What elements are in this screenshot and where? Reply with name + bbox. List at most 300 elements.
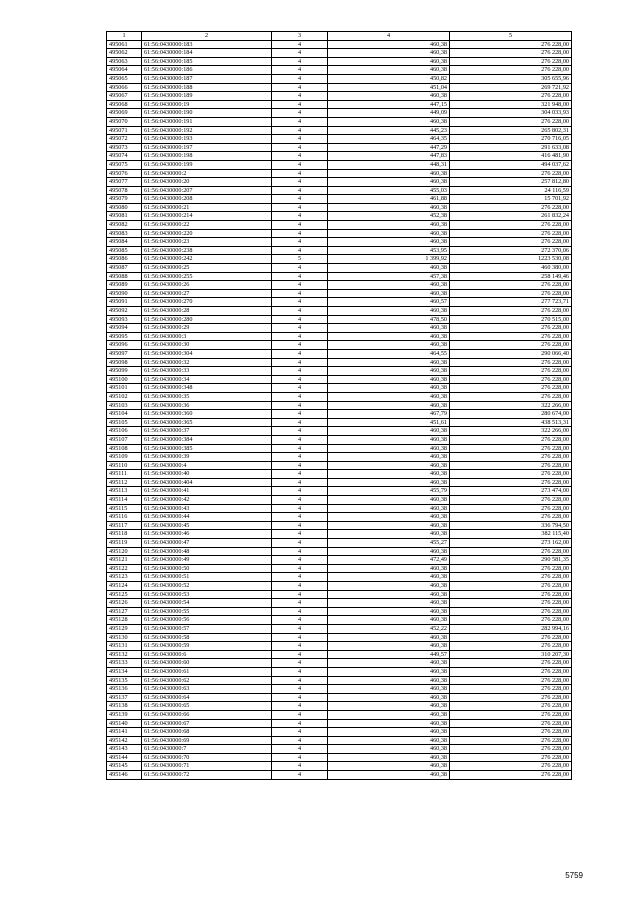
table-cell: 495082 <box>107 221 142 230</box>
table-cell: 276 228,00 <box>450 40 572 49</box>
table-row <box>107 117 572 126</box>
table-cell: 478,50 <box>328 315 450 324</box>
table-cell: 4 <box>272 530 328 539</box>
table-cell: 305 655,96 <box>450 74 572 83</box>
table-cell: 290 066,40 <box>450 349 572 358</box>
table-cell: 495067 <box>107 92 142 101</box>
table-row <box>107 539 572 548</box>
table-cell: 4 <box>272 375 328 384</box>
table-header-row <box>107 32 572 41</box>
table-cell: 4 <box>272 427 328 436</box>
table-cell: 4 <box>272 762 328 771</box>
table-cell: 460,38 <box>328 719 450 728</box>
table-cell: 495114 <box>107 496 142 505</box>
table-cell: 495073 <box>107 143 142 152</box>
table-row <box>107 728 572 737</box>
table-row <box>107 324 572 333</box>
table-cell: 290 581,35 <box>450 556 572 565</box>
table-cell: 4 <box>272 264 328 273</box>
table-cell: 455,79 <box>328 487 450 496</box>
table-cell: 495093 <box>107 315 142 324</box>
table-cell: 4 <box>272 556 328 565</box>
table-row <box>107 762 572 771</box>
table-cell: 455,03 <box>328 186 450 195</box>
table-cell: 495102 <box>107 392 142 401</box>
table-cell: 4 <box>272 667 328 676</box>
table-cell: 61:56:0430000:208 <box>142 195 272 204</box>
table-cell: 495113 <box>107 487 142 496</box>
table-cell: 272 370,06 <box>450 246 572 255</box>
table-cell: 449,09 <box>328 109 450 118</box>
table-cell: 276 228,00 <box>450 582 572 591</box>
table-row <box>107 582 572 591</box>
table-cell: 495110 <box>107 461 142 470</box>
table-cell: 61:56:0430000:304 <box>142 349 272 358</box>
table-cell: 273 162,00 <box>450 539 572 548</box>
table-cell: 495128 <box>107 616 142 625</box>
table-cell: 457,38 <box>328 272 450 281</box>
table-cell: 495070 <box>107 117 142 126</box>
table-cell: 24 116,59 <box>450 186 572 195</box>
table-cell: 261 832,24 <box>450 212 572 221</box>
table-cell: 4 <box>272 49 328 58</box>
table-cell: 276 228,00 <box>450 375 572 384</box>
table-cell: 61:56:0430000:193 <box>142 135 272 144</box>
table-cell: 276 228,00 <box>450 633 572 642</box>
table-row <box>107 49 572 58</box>
table-row <box>107 410 572 419</box>
table-cell: 1223 530,08 <box>450 255 572 264</box>
table-cell: 4 <box>272 599 328 608</box>
table-cell: 276 228,00 <box>450 392 572 401</box>
table-cell: 4 <box>272 521 328 530</box>
table-cell: 382 115,40 <box>450 530 572 539</box>
table-cell: 495137 <box>107 693 142 702</box>
table-row <box>107 624 572 633</box>
table-cell: 4 <box>272 289 328 298</box>
table-cell: 61:56:0430000:58 <box>142 633 272 642</box>
table-cell: 276 228,00 <box>450 676 572 685</box>
table-row <box>107 367 572 376</box>
table-cell: 495095 <box>107 332 142 341</box>
table-row <box>107 461 572 470</box>
table-cell: 61:56:0430000:29 <box>142 324 272 333</box>
table-cell: 276 228,00 <box>450 203 572 212</box>
table-cell: 460,38 <box>328 169 450 178</box>
table-cell: 460,38 <box>328 496 450 505</box>
table-cell: 61:56:0430000:28 <box>142 307 272 316</box>
table-cell: 460,38 <box>328 92 450 101</box>
table-cell: 4 <box>272 504 328 513</box>
table-cell: 282 994,16 <box>450 624 572 633</box>
table-cell: 4 <box>272 461 328 470</box>
table-cell: 4 <box>272 57 328 66</box>
table-cell: 495065 <box>107 74 142 83</box>
table-cell: 447,83 <box>328 152 450 161</box>
table-cell: 495143 <box>107 745 142 754</box>
table-cell: 61:56:0430000:198 <box>142 152 272 161</box>
table-cell: 4 <box>272 160 328 169</box>
table-cell: 4 <box>272 453 328 462</box>
table-row <box>107 418 572 427</box>
table-cell: 4 <box>272 401 328 410</box>
table-cell: 61:56:0430000:54 <box>142 599 272 608</box>
table-cell: 495096 <box>107 341 142 350</box>
table-cell: 460,38 <box>328 66 450 75</box>
table-cell: 4 <box>272 272 328 281</box>
table-cell: 495072 <box>107 135 142 144</box>
table-cell: 4 <box>272 539 328 548</box>
table-cell: 61:56:0430000:26 <box>142 281 272 290</box>
table-cell: 61:56:0430000:220 <box>142 229 272 238</box>
table-body <box>107 40 572 779</box>
table-cell: 460,38 <box>328 478 450 487</box>
table-cell: 495135 <box>107 676 142 685</box>
table-row <box>107 332 572 341</box>
table-cell: 276 228,00 <box>450 728 572 737</box>
table-cell: 276 228,00 <box>450 702 572 711</box>
table-cell: 460,38 <box>328 547 450 556</box>
table-cell: 460,38 <box>328 599 450 608</box>
table-cell: 61:56:0430000:270 <box>142 298 272 307</box>
table-row <box>107 616 572 625</box>
table-row <box>107 599 572 608</box>
table-cell: 4 <box>272 702 328 711</box>
table-cell: 495118 <box>107 530 142 539</box>
table-cell: 4 <box>272 341 328 350</box>
table-row <box>107 264 572 273</box>
table-cell: 61:56:0430000:2 <box>142 169 272 178</box>
table-cell: 61:56:0430000:22 <box>142 221 272 230</box>
table-row <box>107 401 572 410</box>
table-row <box>107 771 572 780</box>
table-row <box>107 521 572 530</box>
table-row <box>107 693 572 702</box>
table-cell: 460,38 <box>328 264 450 273</box>
table-cell: 61:56:0430000:55 <box>142 607 272 616</box>
table-cell: 495066 <box>107 83 142 92</box>
table-cell: 304 033,93 <box>450 109 572 118</box>
column-header: 4 <box>328 32 450 41</box>
table-cell: 258 149,46 <box>450 272 572 281</box>
table-cell: 460,38 <box>328 435 450 444</box>
table-cell: 4 <box>272 607 328 616</box>
table-row <box>107 83 572 92</box>
table-cell: 4 <box>272 728 328 737</box>
table-row <box>107 736 572 745</box>
table-cell: 280 674,00 <box>450 410 572 419</box>
table-cell: 464,35 <box>328 135 450 144</box>
table-cell: 495136 <box>107 685 142 694</box>
table-cell: 276 228,00 <box>450 736 572 745</box>
table-row <box>107 384 572 393</box>
table-cell: 495129 <box>107 624 142 633</box>
table-cell: 276 228,00 <box>450 547 572 556</box>
table-cell: 276 228,00 <box>450 504 572 513</box>
table-cell: 460,38 <box>328 470 450 479</box>
table-cell: 4 <box>272 281 328 290</box>
table-cell: 495133 <box>107 659 142 668</box>
table-cell: 460,38 <box>328 453 450 462</box>
table-cell: 4 <box>272 315 328 324</box>
table-cell: 4 <box>272 642 328 651</box>
table-cell: 61:56:0430000:3 <box>142 332 272 341</box>
table-cell: 495099 <box>107 367 142 376</box>
table-row <box>107 307 572 316</box>
table-cell: 495127 <box>107 607 142 616</box>
table-cell: 460 380,00 <box>450 264 572 273</box>
table-cell: 269 721,92 <box>450 83 572 92</box>
table-cell: 495111 <box>107 470 142 479</box>
table-row <box>107 496 572 505</box>
table-row <box>107 203 572 212</box>
table-cell: 61:56:0430000:47 <box>142 539 272 548</box>
table-cell: 495078 <box>107 186 142 195</box>
table-cell: 4 <box>272 564 328 573</box>
data-table <box>106 31 572 780</box>
table-cell: 336 794,50 <box>450 521 572 530</box>
table-cell: 449,57 <box>328 650 450 659</box>
table-cell: 276 228,00 <box>450 444 572 453</box>
table-cell: 61:56:0430000:188 <box>142 83 272 92</box>
table-cell: 276 228,00 <box>450 496 572 505</box>
table-cell: 495104 <box>107 410 142 419</box>
column-header: 3 <box>272 32 328 41</box>
table-cell: 4 <box>272 392 328 401</box>
table-cell: 495109 <box>107 453 142 462</box>
table-cell: 310 207,30 <box>450 650 572 659</box>
column-header: 5 <box>450 32 572 41</box>
table-row <box>107 289 572 298</box>
table-cell: 61:56:0430000:37 <box>142 427 272 436</box>
table-cell: 495064 <box>107 66 142 75</box>
table-cell: 61:56:0430000:40 <box>142 470 272 479</box>
table-cell: 61:56:0430000:32 <box>142 358 272 367</box>
table-cell: 276 228,00 <box>450 607 572 616</box>
table-row <box>107 513 572 522</box>
table-cell: 495092 <box>107 307 142 316</box>
table-cell: 495132 <box>107 650 142 659</box>
table-cell: 61:56:0430000:52 <box>142 582 272 591</box>
table-cell: 4 <box>272 624 328 633</box>
table-cell: 5 <box>272 255 328 264</box>
table-cell: 445,23 <box>328 126 450 135</box>
table-row <box>107 719 572 728</box>
column-header: 1 <box>107 32 142 41</box>
table-cell: 61:56:0430000:238 <box>142 246 272 255</box>
table-cell: 61:56:0430000:35 <box>142 392 272 401</box>
table-cell: 495089 <box>107 281 142 290</box>
table-cell: 276 228,00 <box>450 221 572 230</box>
table-row <box>107 272 572 281</box>
table-cell: 460,38 <box>328 307 450 316</box>
table-cell: 460,38 <box>328 530 450 539</box>
table-row <box>107 229 572 238</box>
table-row <box>107 444 572 453</box>
table-cell: 61:56:0430000:27 <box>142 289 272 298</box>
table-cell: 61:56:0430000:57 <box>142 624 272 633</box>
table-cell: 495119 <box>107 539 142 548</box>
table-row <box>107 160 572 169</box>
table-cell: 460,38 <box>328 513 450 522</box>
table-cell: 276 228,00 <box>450 435 572 444</box>
table-cell: 460,38 <box>328 582 450 591</box>
table-cell: 276 228,00 <box>450 453 572 462</box>
table-cell: 322 266,00 <box>450 427 572 436</box>
table-cell: 460,38 <box>328 564 450 573</box>
table-cell: 4 <box>272 298 328 307</box>
table-cell: 495061 <box>107 40 142 49</box>
table-cell: 460,38 <box>328 341 450 350</box>
table-cell: 4 <box>272 324 328 333</box>
table-cell: 495103 <box>107 401 142 410</box>
table-cell: 61:56:0430000:385 <box>142 444 272 453</box>
table-cell: 61:56:0430000:242 <box>142 255 272 264</box>
table-row <box>107 642 572 651</box>
table-cell: 495086 <box>107 255 142 264</box>
table-cell: 495062 <box>107 49 142 58</box>
table-cell: 495098 <box>107 358 142 367</box>
table-cell: 4 <box>272 478 328 487</box>
table-cell: 4 <box>272 246 328 255</box>
table-cell: 61:56:0430000:183 <box>142 40 272 49</box>
table-row <box>107 195 572 204</box>
table-cell: 4 <box>272 66 328 75</box>
table-cell: 276 228,00 <box>450 771 572 780</box>
table-cell: 4 <box>272 410 328 419</box>
table-cell: 495138 <box>107 702 142 711</box>
table-cell: 291 633,08 <box>450 143 572 152</box>
table-cell: 460,38 <box>328 702 450 711</box>
table-cell: 495116 <box>107 513 142 522</box>
table-cell: 276 228,00 <box>450 719 572 728</box>
table-row <box>107 152 572 161</box>
table-row <box>107 453 572 462</box>
table-cell: 61:56:0430000:53 <box>142 590 272 599</box>
table-cell: 4 <box>272 547 328 556</box>
table-cell: 460,38 <box>328 332 450 341</box>
table-cell: 467,79 <box>328 410 450 419</box>
table-cell: 61:56:0430000:71 <box>142 762 272 771</box>
table-cell: 494 037,62 <box>450 160 572 169</box>
table-cell: 276 228,00 <box>450 693 572 702</box>
table-cell: 495140 <box>107 719 142 728</box>
table-cell: 460,38 <box>328 745 450 754</box>
table-row <box>107 375 572 384</box>
table-cell: 4 <box>272 307 328 316</box>
table-cell: 61:56:0430000:199 <box>142 160 272 169</box>
table-cell: 61:56:0430000:25 <box>142 264 272 273</box>
table-cell: 495130 <box>107 633 142 642</box>
table-cell: 495124 <box>107 582 142 591</box>
table-row <box>107 212 572 221</box>
table-cell: 4 <box>272 367 328 376</box>
table-cell: 495134 <box>107 667 142 676</box>
table-cell: 4 <box>272 178 328 187</box>
table-cell: 495075 <box>107 160 142 169</box>
table-row <box>107 298 572 307</box>
table-cell: 4 <box>272 143 328 152</box>
table-cell: 495145 <box>107 762 142 771</box>
table-row <box>107 57 572 66</box>
table-row <box>107 659 572 668</box>
table-cell: 460,38 <box>328 590 450 599</box>
table-cell: 276 228,00 <box>450 117 572 126</box>
table-cell: 15 701,92 <box>450 195 572 204</box>
table-cell: 495101 <box>107 384 142 393</box>
table-cell: 495139 <box>107 710 142 719</box>
table-cell: 416 481,90 <box>450 152 572 161</box>
table-row <box>107 100 572 109</box>
table-cell: 277 723,71 <box>450 298 572 307</box>
table-cell: 61:56:0430000:39 <box>142 453 272 462</box>
table-cell: 61:56:0430000:66 <box>142 710 272 719</box>
table-cell: 460,38 <box>328 753 450 762</box>
table-row <box>107 255 572 264</box>
table-cell: 460,38 <box>328 685 450 694</box>
table-cell: 276 228,00 <box>450 461 572 470</box>
table-cell: 61:56:0430000:36 <box>142 401 272 410</box>
table-cell: 495079 <box>107 195 142 204</box>
table-cell: 4 <box>272 487 328 496</box>
table-cell: 4 <box>272 74 328 83</box>
table-cell: 61:56:0430000:187 <box>142 74 272 83</box>
table-cell: 4 <box>272 676 328 685</box>
table-cell: 4 <box>272 152 328 161</box>
table-row <box>107 221 572 230</box>
table-cell: 4 <box>272 332 328 341</box>
table-cell: 4 <box>272 40 328 49</box>
table-cell: 61:56:0430000:186 <box>142 66 272 75</box>
table-row <box>107 590 572 599</box>
table-row <box>107 246 572 255</box>
column-header: 2 <box>142 32 272 41</box>
table-row <box>107 341 572 350</box>
table-cell: 265 802,31 <box>450 126 572 135</box>
table-cell: 460,38 <box>328 762 450 771</box>
page-number: 5759 <box>565 871 583 880</box>
table-cell: 495142 <box>107 736 142 745</box>
table-cell: 460,38 <box>328 573 450 582</box>
table-cell: 460,38 <box>328 178 450 187</box>
table-row <box>107 487 572 496</box>
table-row <box>107 633 572 642</box>
table-cell: 61:56:0430000:50 <box>142 564 272 573</box>
table-row <box>107 685 572 694</box>
table-row <box>107 478 572 487</box>
table-row <box>107 745 572 754</box>
table-cell: 4 <box>272 745 328 754</box>
table-cell: 460,38 <box>328 461 450 470</box>
table-row <box>107 504 572 513</box>
table-cell: 495115 <box>107 504 142 513</box>
table-cell: 276 228,00 <box>450 66 572 75</box>
table-cell: 460,38 <box>328 49 450 58</box>
table-cell: 464,55 <box>328 349 450 358</box>
table-cell: 460,38 <box>328 521 450 530</box>
table-cell: 276 228,00 <box>450 470 572 479</box>
table-cell: 451,04 <box>328 83 450 92</box>
table-cell: 276 228,00 <box>450 573 572 582</box>
table-cell: 276 228,00 <box>450 367 572 376</box>
table-cell: 276 228,00 <box>450 659 572 668</box>
table-row <box>107 74 572 83</box>
table-cell: 276 228,00 <box>450 710 572 719</box>
table-cell: 495123 <box>107 573 142 582</box>
table-cell: 4 <box>272 582 328 591</box>
table-cell: 495100 <box>107 375 142 384</box>
table-cell: 4 <box>272 117 328 126</box>
